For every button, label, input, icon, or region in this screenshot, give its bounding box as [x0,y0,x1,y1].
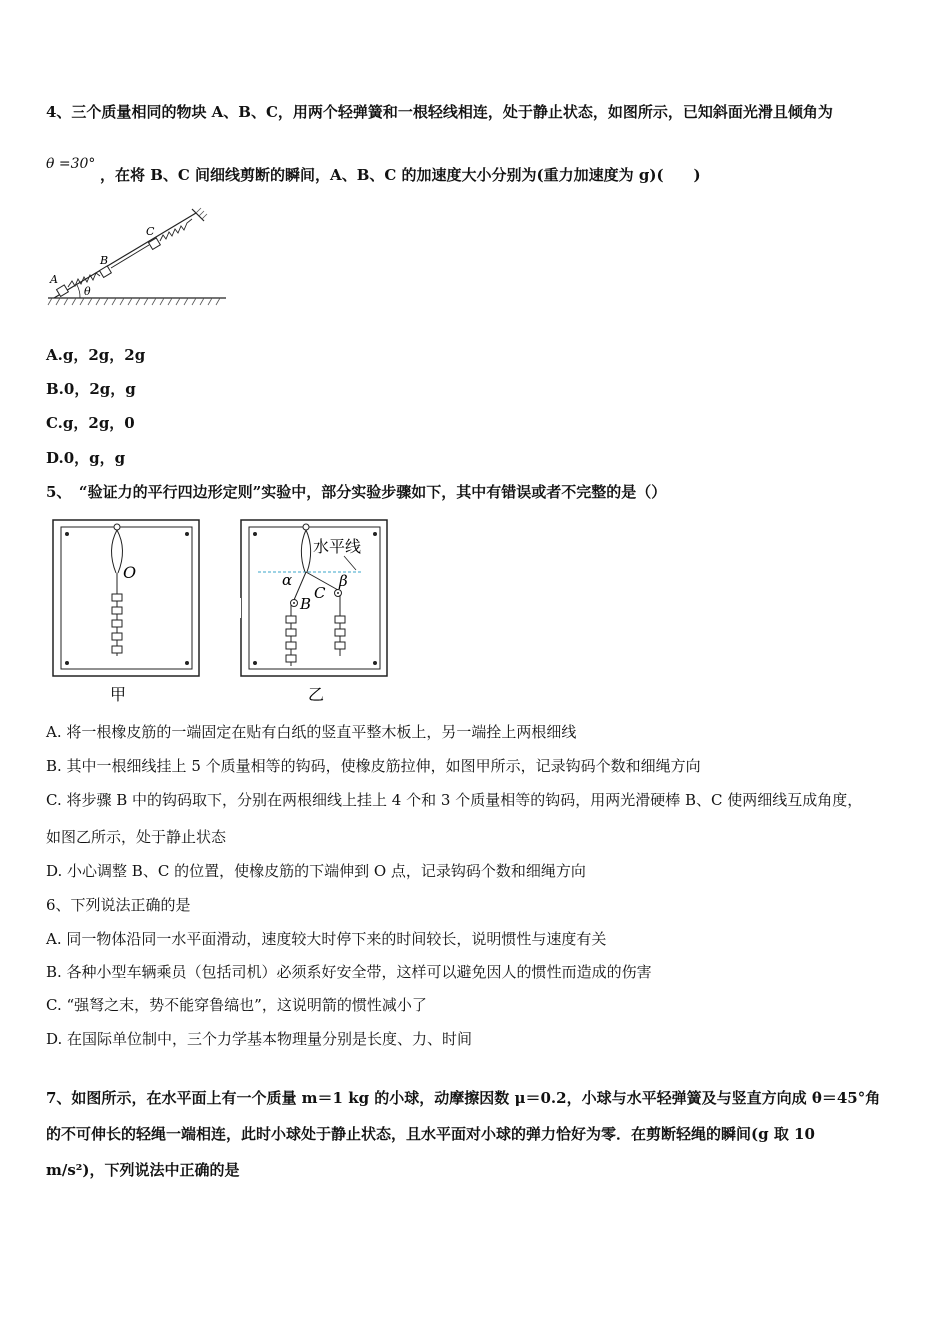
q4-option-c: C.g，2g，0 [46,414,135,432]
yi-c-label: C [314,584,326,602]
yi-caption: 乙 [307,685,325,704]
yi-b-label: B [300,595,312,613]
q4-label-a: A [50,273,58,286]
yi-alpha-label: α [282,571,293,589]
q6-option-d: D. 在国际单位制中，三个力学基本物理量分别是长度、力、时间 [46,1030,473,1048]
q5-option-a: A. 将一根橡皮筋的一端固定在贴有白纸的竖直平整木板上，另一端拴上两根细线 [46,723,577,741]
q7-stem-line3: m/s²)，下列说法中正确的是 [46,1161,240,1179]
q4-label-theta: θ [84,285,91,298]
q5-option-c: C. 将步骤 B 中的钩码取下，分别在两根细线上挂上 4 个和 3 个质量相等的钩码，用两光滑硬棒 B、C 使两细线互成角度， [46,791,863,809]
q4-label-c: C [146,225,155,238]
q5-option-b: B. 其中一根细线挂上 5 个质量相等的钩码，使橡皮筋拉伸，如图甲所示，记录钩码个数和细绳方向 [46,757,701,775]
q4-stem-line2: ，在将 B、C 间细线剪断的瞬间，A、B、C 的加速度大小分别为(重力加速度为 g)( ) [100,166,701,184]
q5-figure-yi [236,518,391,708]
q5-option-c-cont: 如图乙所示，处于静止状态 [46,828,227,846]
q5-option-d: D. 小心调整 B、C 的位置，使橡皮筋的下端伸到 O 点，记录钩码个数和细绳方向 [46,862,586,880]
q4-theta-expression: θ =30° [46,156,96,172]
q6-option-b: B. 各种小型车辆乘员（包括司机）必须系好安全带，这样可以避免因人的惯性而造成的伤害 [46,963,652,981]
q6-stem: 6、下列说法正确的是 [46,896,191,914]
yi-horizontal-label: 水平线 [313,537,362,556]
q4-option-d: D.0，g，g [46,449,126,467]
q7-stem-line2: 的不可伸长的轻绳一端相连，此时小球处于静止状态，且水平面对小球的弹力恰好为零．在剪断轻绳的瞬间(g 取 10 [46,1125,815,1143]
q6-option-c: C. “强弩之末，势不能穿鲁缟也”，这说明箭的惯性减小了 [46,996,427,1014]
q6-option-a: A. 同一物体沿同一水平面滑动，速度较大时停下来的时间较长，说明惯性与速度有关 [46,930,607,948]
q5-figure-jia [52,518,202,708]
q4-option-a: A.g，2g，2g [46,346,146,364]
q4-stem-line1: 4、三个质量相同的物块 A、B、C，用两个轻弹簧和一根轻线相连，处于静止状态，如图所示，已知斜面光滑且倾角为 [46,103,833,121]
jia-caption: 甲 [109,685,127,704]
q4-label-b: B [100,254,109,267]
jia-point-o-label: O [123,563,137,582]
q7-stem-line1: 7、如图所示，在水平面上有一个质量 m＝1 kg 的小球，动摩擦因数 μ＝0.2，小球与水平轻弹簧及与竖直方向成 θ＝45°角 [46,1089,881,1107]
yi-beta-label: β [339,572,348,590]
q4-incline-figure [46,205,231,310]
q5-stem: 5、 “验证力的平行四边形定则”实验中，部分实验步骤如下，其中有错误或者不完整的是（） [46,483,667,501]
q4-option-b: B.0，2g，g [46,380,136,398]
